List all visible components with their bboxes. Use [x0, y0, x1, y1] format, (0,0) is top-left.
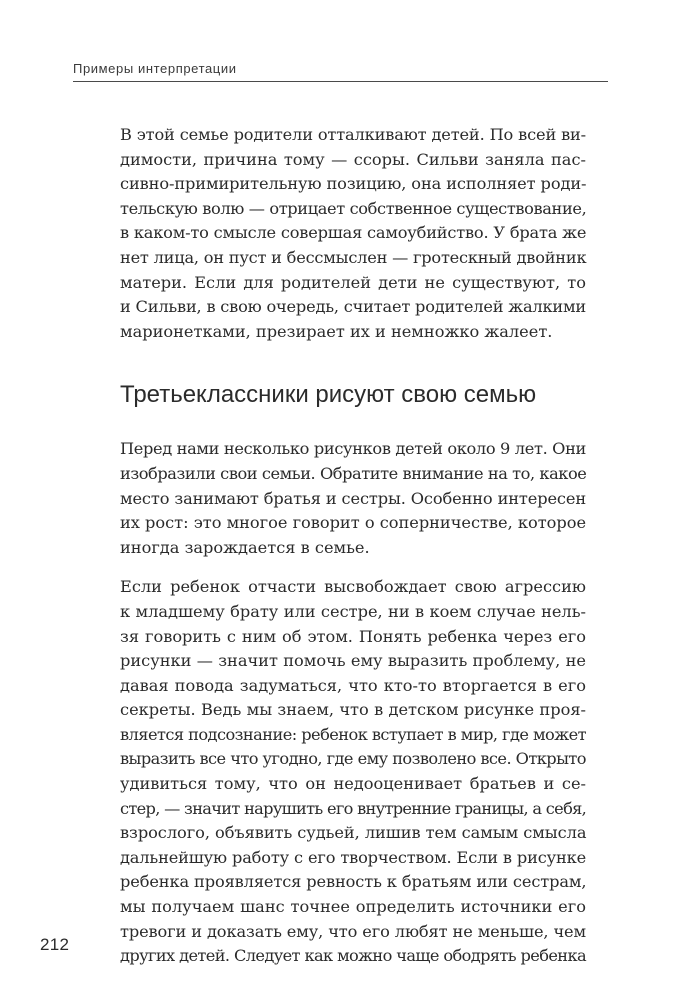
text-line: дальнейшую работу с его творчеством. Если в рисунке	[120, 847, 586, 867]
text-line: Перед нами несколько рисунков детей около 9 лет. Они	[120, 439, 586, 459]
page-body	[120, 123, 586, 969]
text-line: взрослого, объявить судьей, лишив тем самым смысла	[120, 823, 587, 843]
text-line: димости, причина тому — ссоры. Сильви заняла пас-	[120, 149, 586, 169]
text-line: марионетками, презирает их и немножко жалеет.	[120, 321, 553, 341]
text-line: удивиться тому, что он недооценивает братьев и се-	[120, 774, 586, 794]
text-line: иногда зарождается в семье.	[120, 537, 370, 557]
text-line: к младшему брату или сестре, ни в коем случае нель-	[120, 601, 586, 621]
paragraph-sibling-aggression	[120, 575, 586, 969]
text-line: матери. Если для родителей дети не существуют, то	[120, 272, 586, 292]
text-line: секреты. Ведь мы знаем, что в детском рисунке проя-	[120, 700, 586, 720]
text-line: место занимают братья и сестры. Особенно интересен	[120, 488, 586, 508]
text-line: давая повода задуматься, что кто-то вторгается в его	[120, 675, 586, 695]
text-line: нет лица, он пуст и бессмыслен — гротескный двойник	[120, 247, 587, 267]
page-number: 212	[40, 935, 70, 954]
section-heading: Третьеклассники рисуют свою семью	[120, 381, 537, 409]
text-line: мы получаем шанс точнее определить источники его	[120, 897, 586, 917]
text-line: стер, — значит нарушить его внутренние границы, а себя,	[120, 798, 587, 818]
text-line: В этой семье родители отталкивают детей. По всей ви-	[120, 125, 586, 144]
running-head: Примеры интерпретации	[73, 61, 237, 76]
text-line: Если ребенок отчасти высвобождает свою агрессию	[120, 577, 586, 597]
text-line: их рост: это многое говорит о соперничестве, которое	[120, 513, 586, 533]
text-line: зя говорить с ним об этом. Понять ребенка через его	[120, 626, 586, 646]
text-line: вляется подсознание: ребенок вступает в мир, где может	[120, 724, 586, 744]
paragraph-family-rejection	[120, 123, 586, 344]
text-line: выразить все что угодно, где ему позволено все. Открыто	[120, 749, 586, 769]
text-line: и Сильви, в свою очередь, считает родителей жалкими	[120, 297, 587, 317]
text-line: ребенка проявляется ревность к братьям или сестрам,	[120, 872, 587, 892]
text-line: в каком-то смысле совершая самоубийство. У брата же	[120, 223, 587, 243]
header-rule	[73, 81, 608, 82]
text-line: сивно-примирительную позицию, она исполняет роди-	[120, 174, 587, 194]
text-line: рисунки — значит помочь ему выразить проблему, не	[120, 651, 586, 671]
paragraph-third-graders	[120, 437, 586, 560]
text-line: других детей. Следует как можно чаще ободрять ребенка	[120, 946, 586, 966]
text-line: тревоги и доказать ему, что его любят не меньше, чем	[120, 921, 586, 941]
text-line: тельскую волю — отрицает собственное существование,	[120, 198, 587, 218]
text-line: изобразили свои семьи. Обратите внимание на то, какое	[120, 463, 587, 483]
